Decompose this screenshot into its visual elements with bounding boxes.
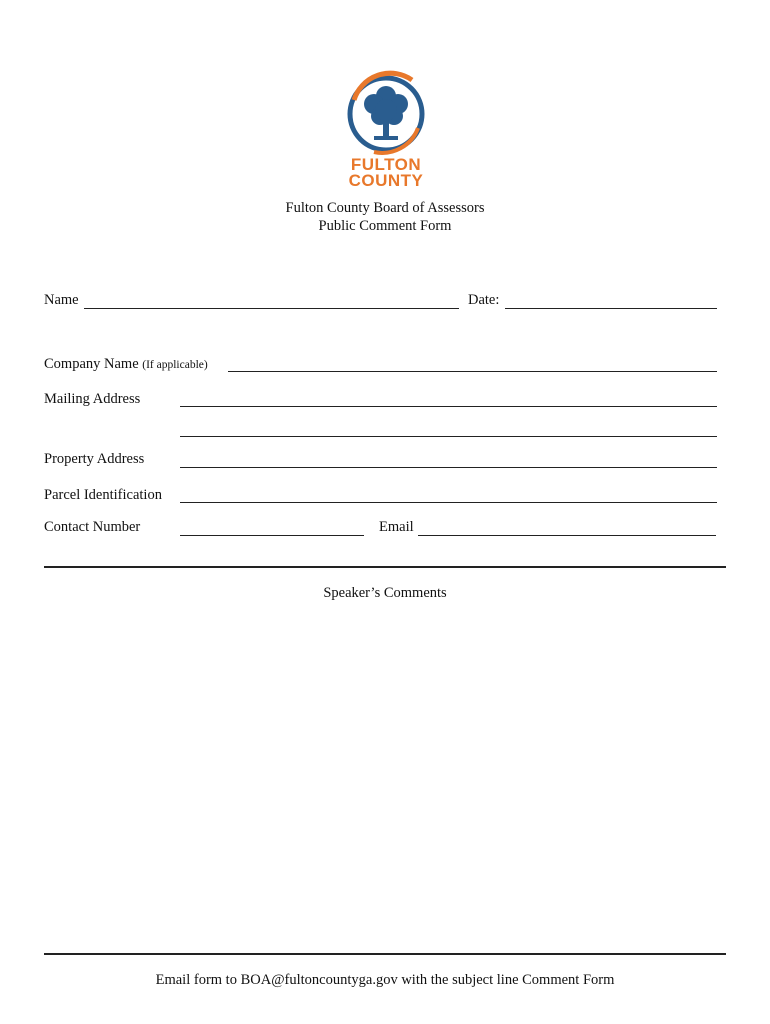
logo-text-county: COUNTY	[348, 171, 424, 190]
footer-instruction: Email form to BOA@fultoncountyga.gov with the subject line Comment Form	[155, 972, 615, 988]
email-label: Email	[379, 519, 414, 535]
parcel-identification-field[interactable]	[180, 502, 717, 503]
mailing-address-field-line2[interactable]	[180, 436, 717, 437]
mailing-address-label: Mailing Address	[44, 391, 141, 407]
company-name-note: (If applicable)	[142, 359, 208, 371]
section-divider-top	[44, 566, 726, 568]
date-field[interactable]	[505, 308, 717, 309]
company-name-label	[44, 356, 208, 373]
company-name-field[interactable]	[228, 371, 717, 372]
property-address-label: Property Address	[44, 451, 145, 467]
name-field[interactable]	[84, 308, 459, 309]
section-divider-bottom	[44, 953, 726, 955]
property-address-field[interactable]	[180, 467, 717, 468]
date-label: Date:	[468, 292, 500, 308]
speakers-comments-heading: Speaker’s Comments	[323, 585, 447, 601]
parcel-identification-label: Parcel Identification	[44, 487, 162, 503]
logo-text-fulton: FULTON	[350, 155, 422, 174]
form-title: Fulton County Board of Assessors	[285, 200, 485, 216]
speakers-comments-area[interactable]	[44, 610, 726, 950]
form-subtitle: Public Comment Form	[318, 218, 452, 234]
contact-number-field[interactable]	[180, 535, 364, 536]
contact-number-label: Contact Number	[44, 519, 141, 535]
email-field[interactable]	[418, 535, 716, 536]
fulton-county-logo	[334, 70, 438, 190]
mailing-address-field-line1[interactable]	[180, 406, 717, 407]
tree-seal-icon	[334, 70, 438, 158]
name-label: Name	[44, 292, 79, 308]
company-name-label-text: Company Name	[44, 356, 139, 372]
